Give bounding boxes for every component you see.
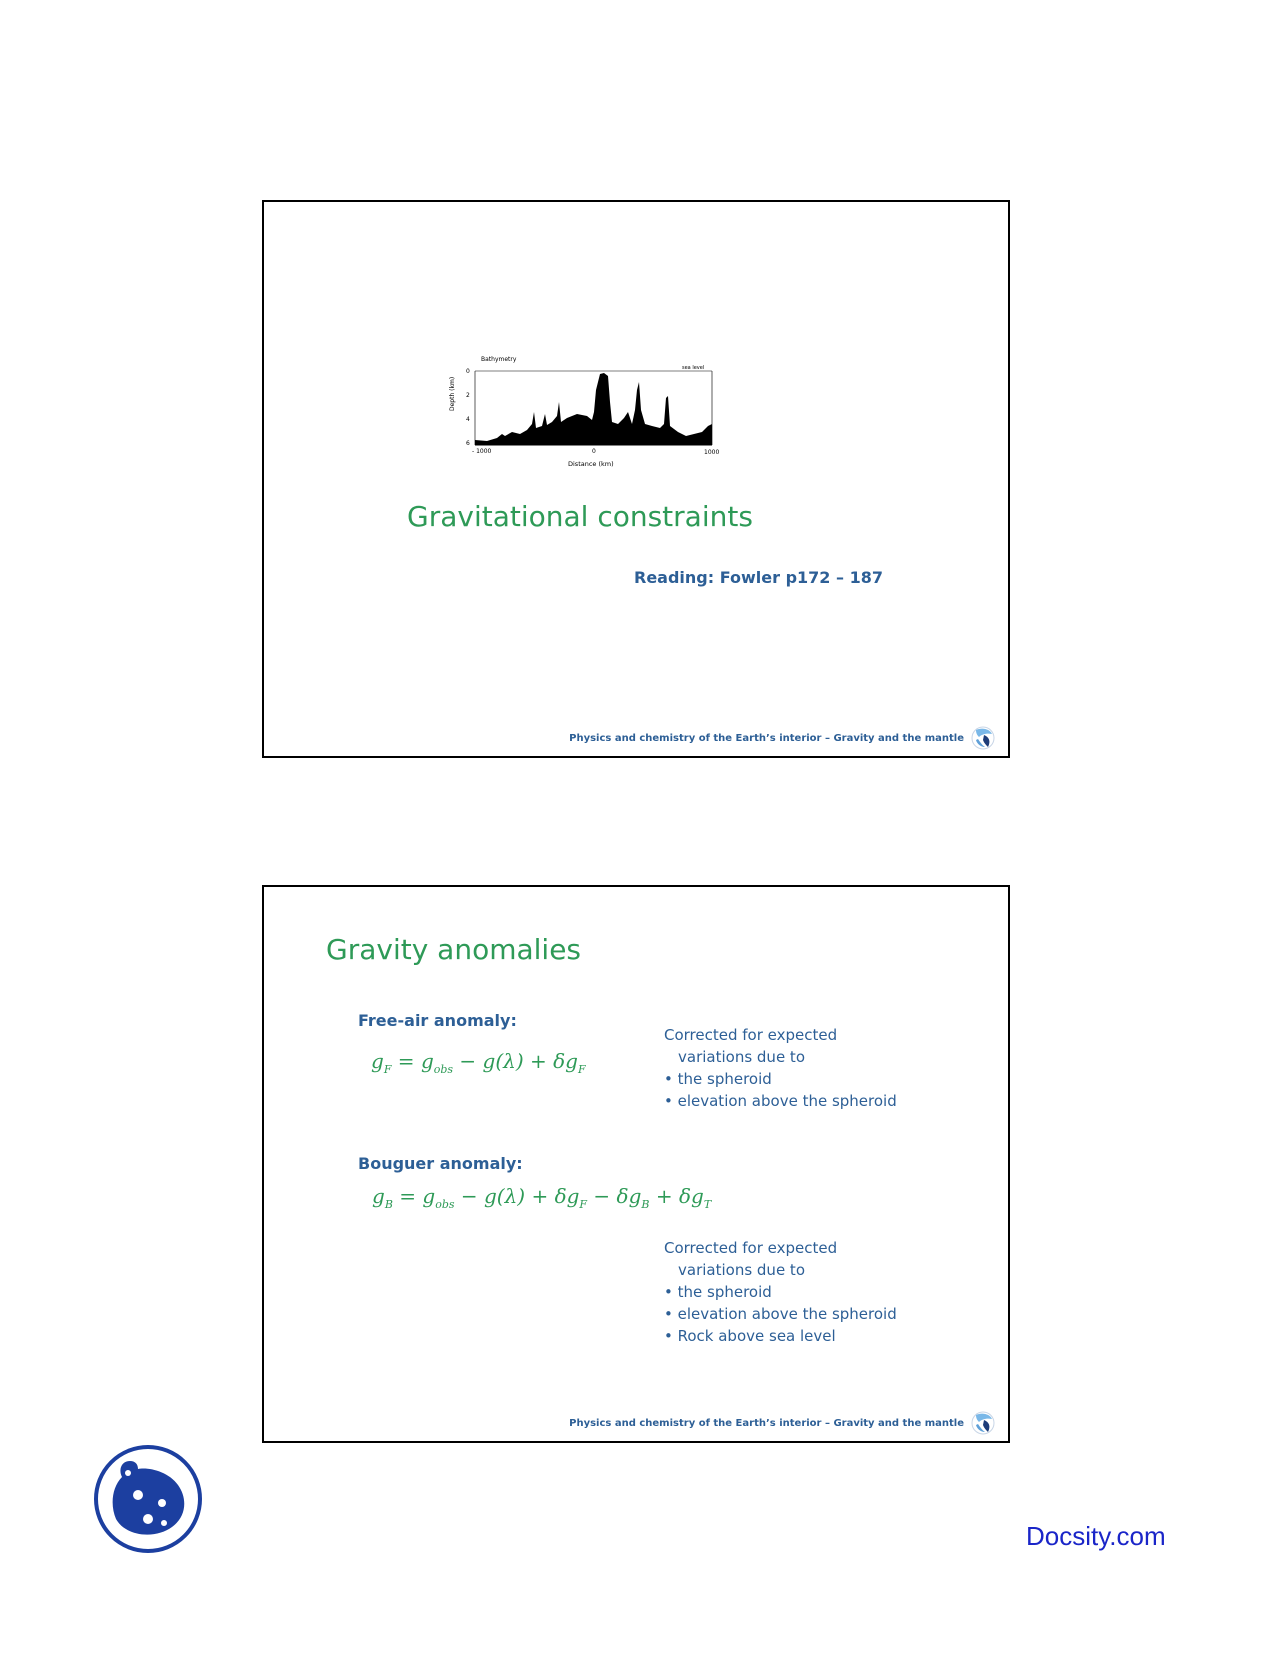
slide-1: [262, 200, 1010, 758]
bathymetry-x-label: Distance (km): [568, 460, 614, 468]
earth-globe-icon: [970, 725, 996, 751]
bathymetry-title: Bathymetry: [481, 356, 517, 363]
bullet-item: • elevation above the spheroid: [664, 1092, 897, 1110]
free-air-note: [664, 1024, 897, 1112]
bullet-item: • Rock above sea level: [664, 1327, 836, 1345]
bullet-item: • the spheroid: [664, 1070, 772, 1088]
earth-globe-icon: [970, 1410, 996, 1436]
x-tick: 1000: [704, 449, 720, 456]
note-intro: variations due to: [678, 1261, 805, 1279]
bullet-item: • elevation above the spheroid: [664, 1305, 897, 1323]
bathymetry-y-label: Depth (km): [449, 376, 456, 411]
y-tick: 4: [466, 416, 470, 423]
slide-footer: Physics and chemistry of the Earth’s interior – Gravity and the mantle: [569, 1418, 964, 1429]
bathymetry-profile-figure: [442, 352, 722, 477]
slide-footer: Physics and chemistry of the Earth’s interior – Gravity and the mantle: [569, 733, 964, 744]
note-intro: variations due to: [678, 1048, 805, 1066]
x-tick: 0: [592, 448, 596, 455]
bouguer-heading: Bouguer anomaly:: [358, 1154, 523, 1173]
bouguer-note: [664, 1237, 897, 1347]
note-intro: Corrected for expected: [664, 1239, 838, 1257]
bouguer-formula: $g_B = g_{obs} - g(\lambda) + \delta g_F - \delta g_B + \delta g_T$: [372, 1184, 712, 1211]
slide-2: [262, 885, 1010, 1443]
slide-title: Gravity anomalies: [326, 933, 582, 966]
free-air-formula: $g_F = g_{obs} - g(\lambda) + \delta g_F$: [371, 1049, 586, 1076]
y-tick: 6: [466, 440, 470, 447]
reading-reference: Reading: Fowler p172 – 187: [634, 568, 883, 587]
y-tick: 2: [466, 392, 470, 399]
y-tick: 0: [466, 368, 470, 375]
sea-level-label: sea level: [682, 365, 705, 371]
note-intro: Corrected for expected: [664, 1026, 838, 1044]
free-air-heading: Free-air anomaly:: [358, 1011, 517, 1030]
x-tick: - 1000: [472, 448, 492, 455]
docsity-logo-icon: [92, 1443, 204, 1555]
bullet-item: • the spheroid: [664, 1283, 772, 1301]
slide-title: Gravitational constraints: [407, 500, 753, 533]
docsity-brand-text[interactable]: Docsity.com: [1026, 1521, 1166, 1551]
bathymetry-profile: [475, 373, 712, 445]
